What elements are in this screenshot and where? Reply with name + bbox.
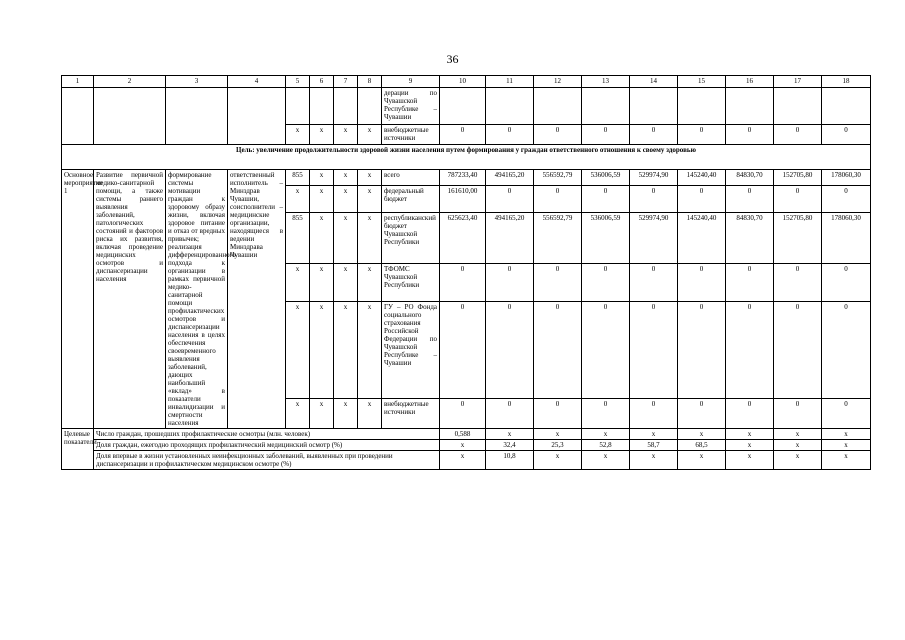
cell-value: х (822, 429, 871, 440)
cell-value: 536006,59 (582, 213, 630, 263)
cell-code: х (358, 170, 382, 186)
column-number-header: 17 (774, 76, 822, 88)
cell-value: 0 (822, 125, 871, 145)
funding-source: внебюджетные источники (382, 398, 440, 425)
cell-empty (822, 88, 871, 125)
cell-value: 10,8 (486, 451, 534, 470)
cell-value: 0 (534, 302, 582, 398)
cell-value: 0 (486, 125, 534, 145)
cell-code: 855 (286, 213, 310, 263)
cell-value: 0 (726, 185, 774, 212)
cell-value: 556592,79 (534, 170, 582, 186)
cell-value: 0 (534, 263, 582, 302)
cell-value: 145240,40 (678, 213, 726, 263)
goal-text: Цель: увеличение продолжительности здоровой жизни населения путем формирования у граждан ответственного отношения к своему здоровью (62, 145, 871, 170)
column-number-header: 1 (62, 76, 94, 88)
cell-empty (310, 88, 334, 125)
target-row (62, 429, 871, 440)
page-number: 36 (446, 52, 459, 66)
column-number-header: 12 (534, 76, 582, 88)
cell-value: 0 (582, 185, 630, 212)
target-text: Доля граждан, ежегодно проходящих профилактический медицинский осмотр (%) (94, 440, 440, 451)
cell-code: х (286, 125, 310, 145)
cell-value: 0 (534, 185, 582, 212)
cell-value: 52,8 (582, 440, 630, 451)
column-number-header: 8 (358, 76, 382, 88)
column-number-header: 3 (166, 76, 228, 88)
cell-value: 0 (440, 263, 486, 302)
cell-value: 178060,30 (822, 170, 871, 186)
cell-value: 0 (486, 263, 534, 302)
cell-code: х (310, 302, 334, 398)
cell-code: х (334, 185, 358, 212)
cell-value: 0 (582, 125, 630, 145)
cell-value: 178060,30 (822, 213, 871, 263)
column-number-header: 18 (822, 76, 871, 88)
cell-value: 625623,40 (440, 213, 486, 263)
targets-label: Целевые показатели (62, 429, 94, 470)
cell-value: 0 (774, 125, 822, 145)
cell-value: 0 (678, 302, 726, 398)
goal-row (62, 145, 871, 170)
cell-value: 0 (678, 398, 726, 425)
cell-value: 494165,20 (486, 213, 534, 263)
cell-code: х (286, 185, 310, 212)
cell-value: 161610,00 (440, 185, 486, 212)
cell-empty (62, 88, 94, 145)
cell-value: х (678, 451, 726, 470)
cell-value: 0 (822, 185, 871, 212)
cell-code: х (310, 398, 334, 425)
funding-source: республиканский бюджет Чувашской Республики (382, 213, 440, 263)
cell-value: 0 (774, 263, 822, 302)
event-executor: ответственный исполнитель – Минздрав Чувашии, соисполнители – медицинские организации, находящиеся в ведении Минздрава Чувашии (228, 170, 286, 429)
event-label: Основное мероприятие 1 (62, 170, 94, 429)
column-header-row (62, 76, 871, 88)
event-description: формирование системы мотивации граждан к здоровому образу жизни, включая здоровое питание и отказ от вредных привычек; реализация дифференцированного подхода к организации в рамках первичной медико-санитарной помощи профилактических осмотров и диспансеризации населения в целях обеспечения своевременного выявления заболеваний, дающих наибольший «вклад» в показатели инвалидизации и смертности населения (166, 170, 228, 429)
cell-value: 0 (440, 302, 486, 398)
cell-value: х (582, 429, 630, 440)
cell-value: х (774, 429, 822, 440)
cell-value: 0 (582, 263, 630, 302)
cell-code: х (358, 398, 382, 425)
cell-empty (166, 88, 228, 145)
cell-value: 84830,70 (726, 170, 774, 186)
event-name: Развитие первичной медико-санитарной помощи, а также системы раннего выявления заболеваний, патологических состояний и факторов риска их развития, включая проведение медицинских осмотров и диспансеризации населения (94, 170, 166, 429)
column-number-header: 9 (382, 76, 440, 88)
cell-code: х (334, 170, 358, 186)
cell-value: х (822, 451, 871, 470)
column-number-header: 16 (726, 76, 774, 88)
target-text: Доля впервые в жизни установленных неинфекционных заболеваний, выявленных при проведении диспансеризации и профилактическом медицинском осмотре (%) (94, 451, 440, 470)
cell-empty (358, 88, 382, 125)
cell-code: х (310, 125, 334, 145)
cell-empty (94, 88, 166, 145)
cell-value: х (440, 440, 486, 451)
cell-value: 0 (630, 185, 678, 212)
cell-code: х (310, 170, 334, 186)
cell-value: х (678, 429, 726, 440)
cell-empty (678, 88, 726, 125)
cell-value: 529974,90 (630, 213, 678, 263)
cell-value: 0 (486, 185, 534, 212)
column-number-header: 4 (228, 76, 286, 88)
cell-value: 0 (726, 398, 774, 425)
cell-code: х (358, 185, 382, 212)
cell-value: х (440, 451, 486, 470)
cell-code: х (334, 213, 358, 263)
cell-value: 0 (630, 302, 678, 398)
cell-value: 0 (440, 398, 486, 425)
cell-value: 145240,40 (678, 170, 726, 186)
cell-value: х (726, 440, 774, 451)
column-number-header: 13 (582, 76, 630, 88)
cell-value: 0 (486, 398, 534, 425)
cell-value: 0 (678, 125, 726, 145)
cell-code: х (286, 263, 310, 302)
cell-value: 536006,59 (582, 170, 630, 186)
cell-value: 68,5 (678, 440, 726, 451)
cell-value: х (534, 429, 582, 440)
cell-value: х (582, 451, 630, 470)
cell-empty (582, 88, 630, 125)
cell-value: х (726, 429, 774, 440)
cell-value: 32,4 (486, 440, 534, 451)
cell-code: х (334, 302, 358, 398)
cell-code: х (286, 398, 310, 425)
program-table (61, 75, 871, 470)
cell-value: 0 (678, 185, 726, 212)
column-number-header: 15 (678, 76, 726, 88)
cell-code: х (358, 213, 382, 263)
cell-value: 0 (630, 263, 678, 302)
cell-value: х (630, 451, 678, 470)
cell-value: 0 (822, 263, 871, 302)
cell-value: х (630, 429, 678, 440)
cell-value: х (486, 429, 534, 440)
cell-value: х (534, 451, 582, 470)
cell-code: х (358, 302, 382, 398)
cell-value: 152705,80 (774, 213, 822, 263)
funding-source: всего (382, 170, 440, 186)
cell-value: 0 (630, 398, 678, 425)
cell-empty (774, 88, 822, 125)
column-number-header: 11 (486, 76, 534, 88)
cell-value: х (822, 440, 871, 451)
cell-value: 0 (630, 125, 678, 145)
column-number-header: 2 (94, 76, 166, 88)
funding-source: ТФОМС Чувашской Республики (382, 263, 440, 302)
column-number-header: 10 (440, 76, 486, 88)
target-row (62, 451, 871, 470)
event-row (62, 170, 871, 186)
cell-value: 0 (534, 398, 582, 425)
cell-code: х (334, 263, 358, 302)
cell-code: х (310, 185, 334, 212)
cell-value: 0 (726, 263, 774, 302)
cell-value: 0 (774, 398, 822, 425)
cell-code: х (358, 263, 382, 302)
target-row (62, 440, 871, 451)
cell-value: 0 (678, 263, 726, 302)
cell-value: 0 (774, 302, 822, 398)
cell-value: 25,3 (534, 440, 582, 451)
funding-source: внебюджетные источники (382, 125, 440, 145)
cell-value: 787233,40 (440, 170, 486, 186)
cell-value: 0 (582, 398, 630, 425)
cell-empty (534, 88, 582, 125)
column-number-header: 7 (334, 76, 358, 88)
cell-code: х (286, 302, 310, 398)
funding-source: дерации по Чувашской Республике – Чувашии (382, 88, 440, 125)
column-number-header: 6 (310, 76, 334, 88)
cell-value: х (726, 451, 774, 470)
cell-value: 0 (440, 125, 486, 145)
cell-value: х (774, 451, 822, 470)
cell-code: х (358, 125, 382, 145)
cell-empty (440, 88, 486, 125)
cell-empty (286, 88, 310, 125)
cell-value: 0 (726, 125, 774, 145)
cell-value: 0 (534, 125, 582, 145)
cell-value: 0 (726, 302, 774, 398)
cell-value: 494165,20 (486, 170, 534, 186)
column-number-header: 5 (286, 76, 310, 88)
cell-empty (630, 88, 678, 125)
cell-value: 529974,90 (630, 170, 678, 186)
cell-empty (228, 88, 286, 145)
cell-value: 0 (486, 302, 534, 398)
continuation-row (62, 88, 871, 125)
cell-value: 0 (774, 185, 822, 212)
cell-value: х (774, 440, 822, 451)
cell-code: х (310, 213, 334, 263)
cell-code: х (334, 125, 358, 145)
cell-code: х (310, 263, 334, 302)
cell-value: 0 (822, 398, 871, 425)
cell-value: 556592,79 (534, 213, 582, 263)
cell-value: 58,7 (630, 440, 678, 451)
cell-empty (726, 88, 774, 125)
cell-value: 152705,80 (774, 170, 822, 186)
column-number-header: 14 (630, 76, 678, 88)
cell-value: 0 (822, 302, 871, 398)
cell-code: х (334, 398, 358, 425)
cell-empty (486, 88, 534, 125)
cell-empty (334, 88, 358, 125)
cell-value: 0,588 (440, 429, 486, 440)
cell-value: 84830,70 (726, 213, 774, 263)
cell-value: 0 (582, 302, 630, 398)
cell-code: 855 (286, 170, 310, 186)
target-text: Число граждан, прошедших профилактические осмотры (млн. человек) (94, 429, 440, 440)
funding-source: ГУ – РО Фонда социального страхования Российской Федерации по Чувашской Республике – Чувашии (382, 302, 440, 398)
funding-source: федеральный бюджет (382, 185, 440, 212)
